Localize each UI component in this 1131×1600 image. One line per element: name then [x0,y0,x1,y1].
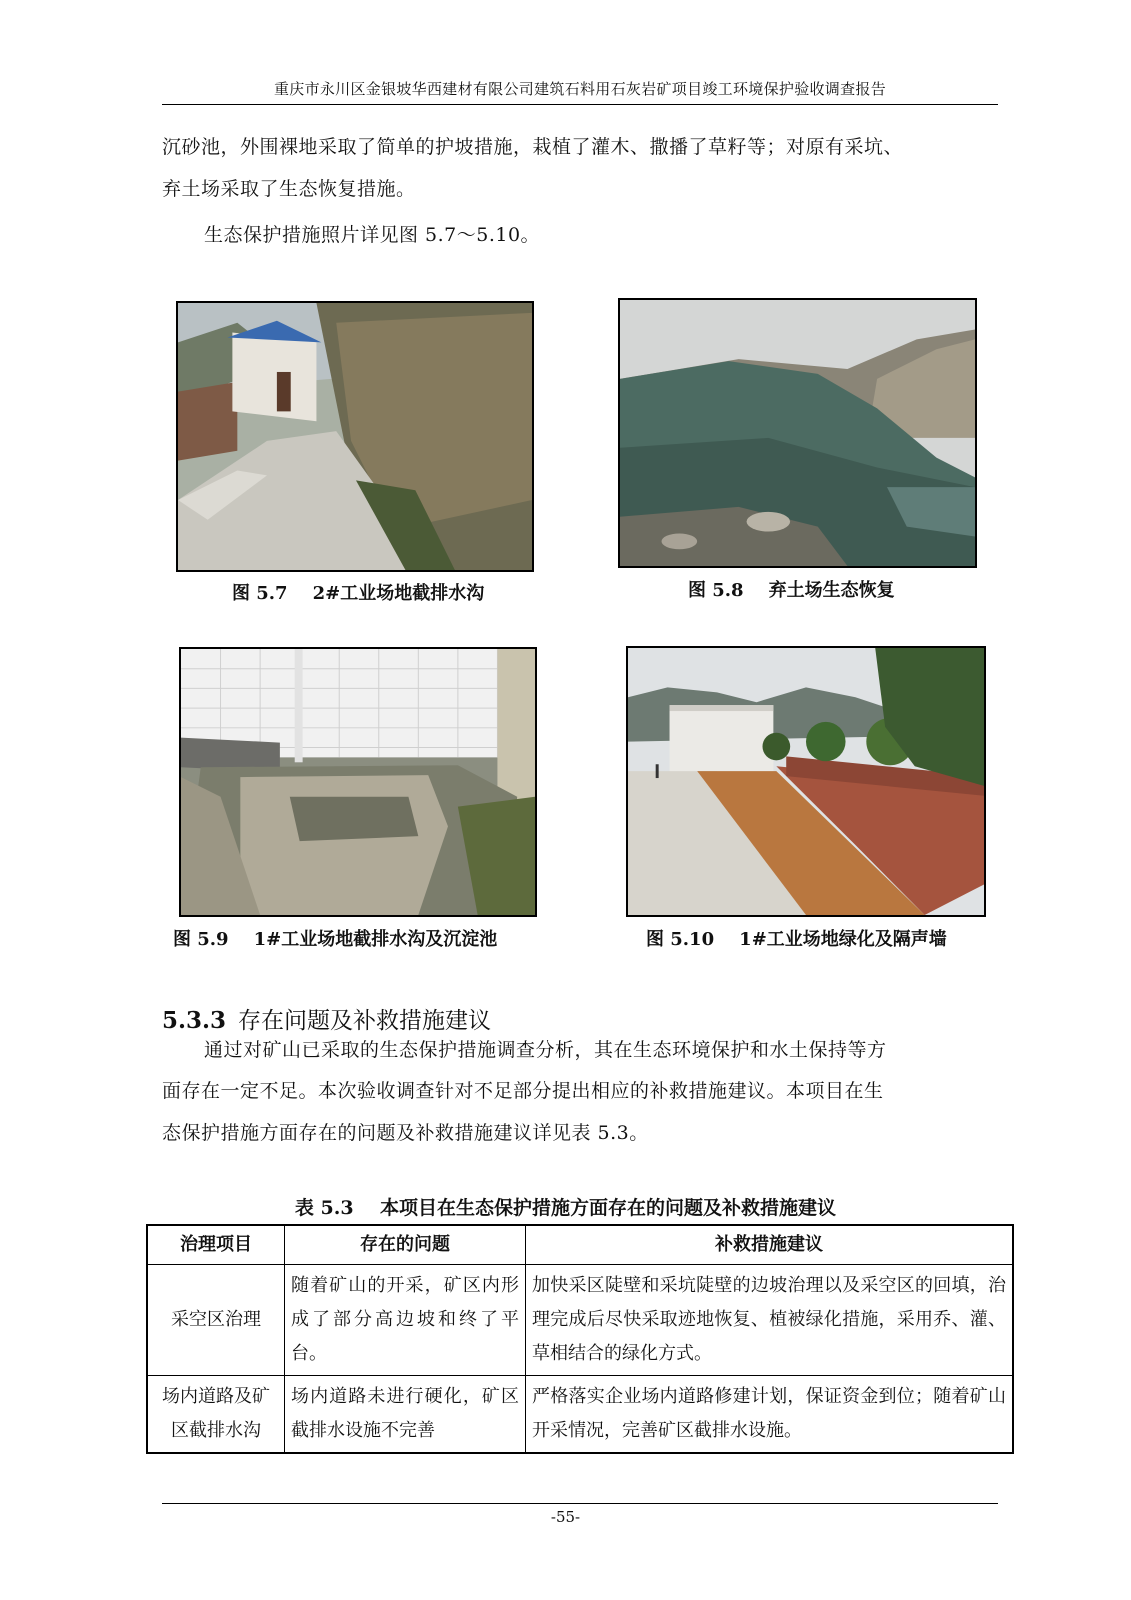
photo-greening-noise-barrier [626,646,986,917]
footer-rule [162,1503,998,1504]
table-cell-problem: 随着矿山的开采，矿区内形成了部分高边坡和终了平台。 [285,1265,526,1376]
table-header-row [147,1225,1013,1265]
table-title: 表 5.3 本项目在生态保护措施方面存在的问题及补救措施建议 [294,1197,837,1219]
table-header-item: 治理项目 [147,1225,285,1265]
body-line-3: 态保护措施方面存在的问题及补救措施建议详见表 5.3。 [162,1122,649,1144]
table-row [147,1376,1013,1454]
section-title: 存在问题及补救措施建议 [238,1008,492,1034]
page-number: -55- [550,1508,581,1526]
figure-caption-5-10: 图 5.10 1#工业场地绿化及隔声墙 [646,929,947,950]
table-cell-item: 采空区治理 [147,1265,285,1376]
header-rule [162,104,998,105]
body-line-1: 通过对矿山已采取的生态保护措施调查分析，其在生态环境保护和水土保持等方 [204,1039,887,1061]
table-header-problem: 存在的问题 [285,1225,526,1265]
body-line-2: 面存在一定不足。本次验收调查针对不足部分提出相应的补救措施建议。本项目在生 [162,1080,884,1102]
table-cell-suggestion: 加快采区陡壁和采坑陡壁的边坡治理以及采空区的回填，治理完成后尽快采取迹地恢复、植被绿化措施，采用乔、灌、草相结合的绿化方式。 [526,1265,1014,1376]
figure-caption-5-8: 图 5.8 弃土场生态恢复 [688,580,895,601]
intro-line-2: 弃土场采取了生态恢复措施。 [162,178,416,200]
intro-line-3: 生态保护措施照片详见图 5.7～5.10。 [204,224,541,246]
table-row [147,1265,1013,1376]
measures-table [146,1224,1014,1454]
figure-caption-5-9: 图 5.9 1#工业场地截排水沟及沉淀池 [173,929,498,950]
photo-spoil-ground-restoration [618,298,977,568]
photo-drainage-ditch-2 [176,301,534,572]
table-header-suggestion: 补救措施建议 [526,1225,1014,1265]
table-cell-item: 场内道路及矿区截排水沟 [147,1376,285,1454]
table-cell-suggestion: 严格落实企业场内道路修建计划，保证资金到位；随着矿山开采情况，完善矿区截排水设施。 [526,1376,1014,1454]
section-number: 5.3.3 [162,1007,227,1034]
figure-caption-5-7: 图 5.7 2#工业场地截排水沟 [232,583,485,604]
intro-line-1: 沉砂池，外围裸地采取了简单的护坡措施，栽植了灌木、撒播了草籽等；对原有采坑、 [162,136,904,158]
photo-drainage-ditch-sedimentation-tank [179,647,537,917]
table-cell-problem: 场内道路未进行硬化，矿区截排水设施不完善 [285,1376,526,1454]
running-header: 重庆市永川区金银坡华西建材有限公司建筑石料用石灰岩矿项目竣工环境保护验收调查报告 [273,80,886,98]
